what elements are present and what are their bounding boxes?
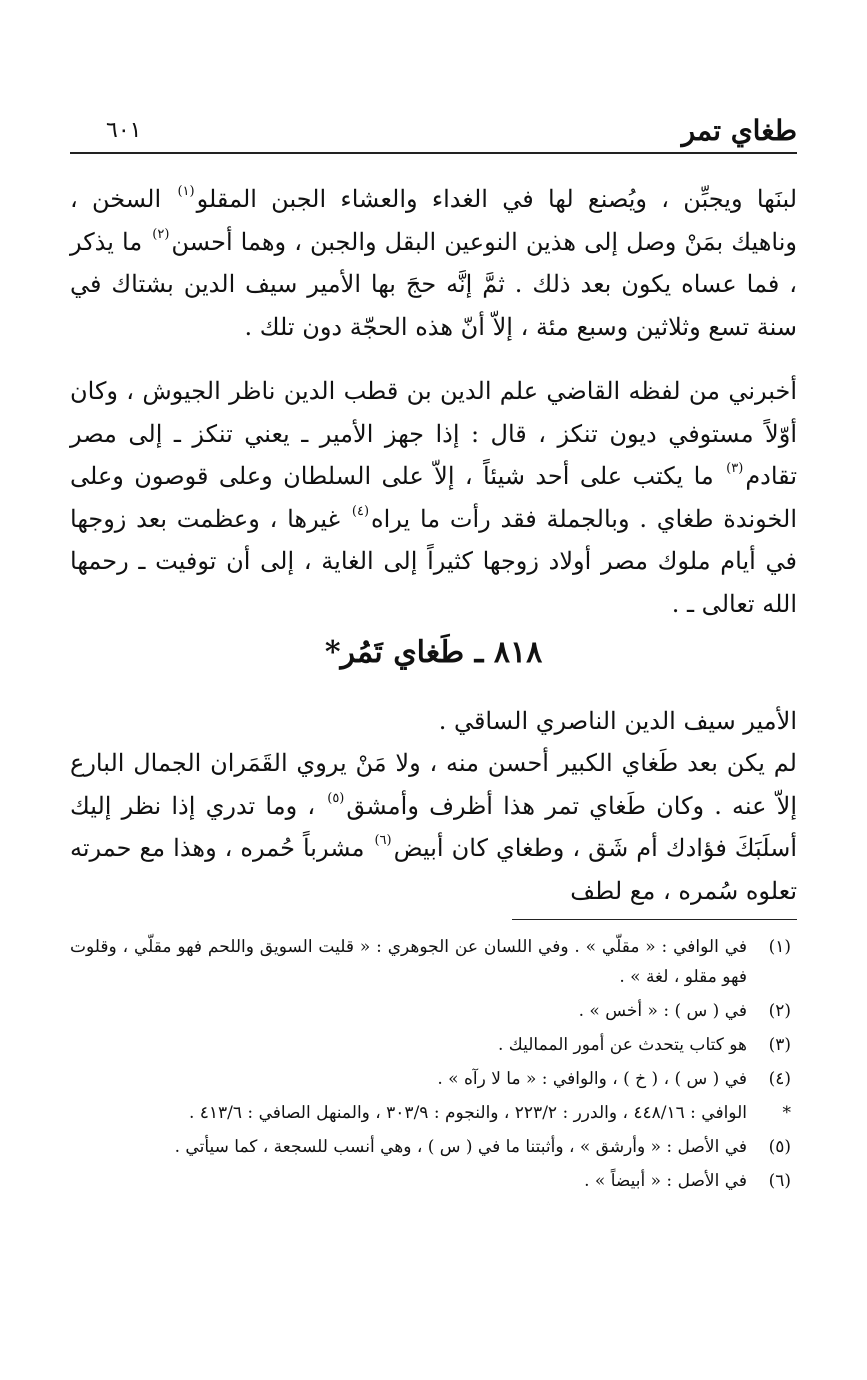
- paragraph-text: ما يكتب على أحد شيئاً ، إلاّ على السلطان وعلى قوصون وعلى الخوندة طغاي . وبالجملة فقد رأت ما يراه: [70, 462, 798, 533]
- running-title: طغاي تمر: [681, 114, 797, 147]
- footnote: [70, 1166, 797, 1196]
- footnote-separator: [512, 919, 797, 920]
- paragraph-text: غيرها ، وعظمت بعد زوجها في أيام ملوك مصر أولاد زوجها كثيراً إلى الغاية ، إلى أن توفيت ـ رحمها الله تعالى ـ .: [70, 504, 797, 618]
- footnote-number: *: [782, 1103, 791, 1123]
- footnote-number: (٥): [768, 1137, 791, 1157]
- footnote-ref-5[interactable]: (٥): [327, 790, 345, 806]
- footnote: [70, 1132, 797, 1162]
- paragraph-4: [70, 742, 797, 912]
- footnote-text: هو كتاب يتحدث عن أمور المماليك .: [497, 1035, 747, 1055]
- footnote-text: في الأصل : « وأرشق » ، وأثبتنا ما في ( س ) ، وهي أنسب للسجعة ، كما سيأتي .: [174, 1137, 747, 1157]
- entry-heading: ٨١٨ ـ طَغاي تَمُر*: [324, 635, 543, 670]
- footnote-text: في ( س ) : « أخس » .: [578, 1001, 747, 1021]
- footnote-text: في الأصل : « أبيضاً » .: [584, 1171, 747, 1191]
- footnote-number: (١): [768, 937, 791, 957]
- footnote-ref-2[interactable]: (٢): [152, 226, 170, 242]
- footnote: [70, 996, 797, 1026]
- footnotes: [70, 932, 797, 1200]
- paragraph-2: [70, 370, 797, 625]
- footnote-ref-4[interactable]: (٤): [351, 503, 370, 519]
- page-number: ٦٠١: [106, 118, 142, 143]
- footnote-number: (٢): [768, 1001, 791, 1021]
- paragraph-text: لبنَها ويجبِّن ، ويُصنع لها في الغداء والعشاء الجبن المقلو: [196, 185, 798, 213]
- paragraph-text: ، وما تدري إذا نظر إليك أسلَبَكَ فؤادك أم شَق ، وطغاي كان أبيض: [70, 791, 797, 862]
- footnote-text: في ( س ) ، ( خ ) ، والوافي : « ما لا رآه » .: [437, 1069, 747, 1089]
- paragraph-text: مشرباً حُمره ، وهذا مع حمرته تعلوه سُمره ، مع لطف: [70, 834, 797, 905]
- paragraph-text: لم يكن بعد طَغاي الكبير أحسن منه ، ولا مَنْ يروي القَمَران الجمال البارع إلاّ عنه . وكان طَغاي تمر هذا أظرف وأمشق: [70, 749, 797, 820]
- footnote-text: في الوافي : « مقلّي » . وفي اللسان عن الجوهري : « قليت السويق واللحم فهو مقلّي ، وقلوت فهو مقلو ، لغة » .: [70, 937, 747, 987]
- footnote: [70, 1064, 797, 1094]
- page-header: [70, 108, 797, 154]
- footnote-number: (٦): [768, 1171, 791, 1191]
- paragraph-text: ما يذكر ، فما عساه يكون بعد ذلك . ثمَّ إنَّه حجَ بها الأمير سيف الدين بشتاك في سنة تسع وثلاثين وسبع مئة ، إلاّ أنّ هذه الحجّة دون تلك .: [70, 227, 797, 341]
- paragraph-text: أخبرني من لفظه القاضي علم الدين بن قطب الدين ناظر الجيوش ، وكان أوّلاً مستوفي ديون تنكز ، قال : إذا جهز الأمير ـ يعني تنكز ـ إلى مصر تقادم: [70, 377, 797, 490]
- footnote: [70, 1030, 797, 1060]
- paragraph-text: السخن ، وناهيك بمَنْ وصل إلى هذين النوعين البقل والجبن ، وهما أحسن: [70, 185, 797, 256]
- footnote: [70, 1098, 797, 1128]
- paragraph-3: الأمير سيف الدين الناصري الساقي .: [438, 707, 797, 735]
- footnote-number: (٤): [768, 1069, 791, 1089]
- footnote: [70, 932, 797, 992]
- paragraph-1: [70, 178, 797, 348]
- footnote-ref-3[interactable]: (٣): [726, 461, 744, 477]
- footnote-ref-1[interactable]: (١): [177, 184, 195, 200]
- footnote-ref-6[interactable]: (٦): [374, 833, 392, 849]
- footnote-number: (٣): [768, 1035, 791, 1055]
- footnote-text: الوافي : ٤٤٨/١٦ ، والدرر : ٢٢٣/٢ ، والنجوم : ٣٠٣/٩ ، والمنهل الصافي : ٤١٣/٦ .: [188, 1103, 747, 1123]
